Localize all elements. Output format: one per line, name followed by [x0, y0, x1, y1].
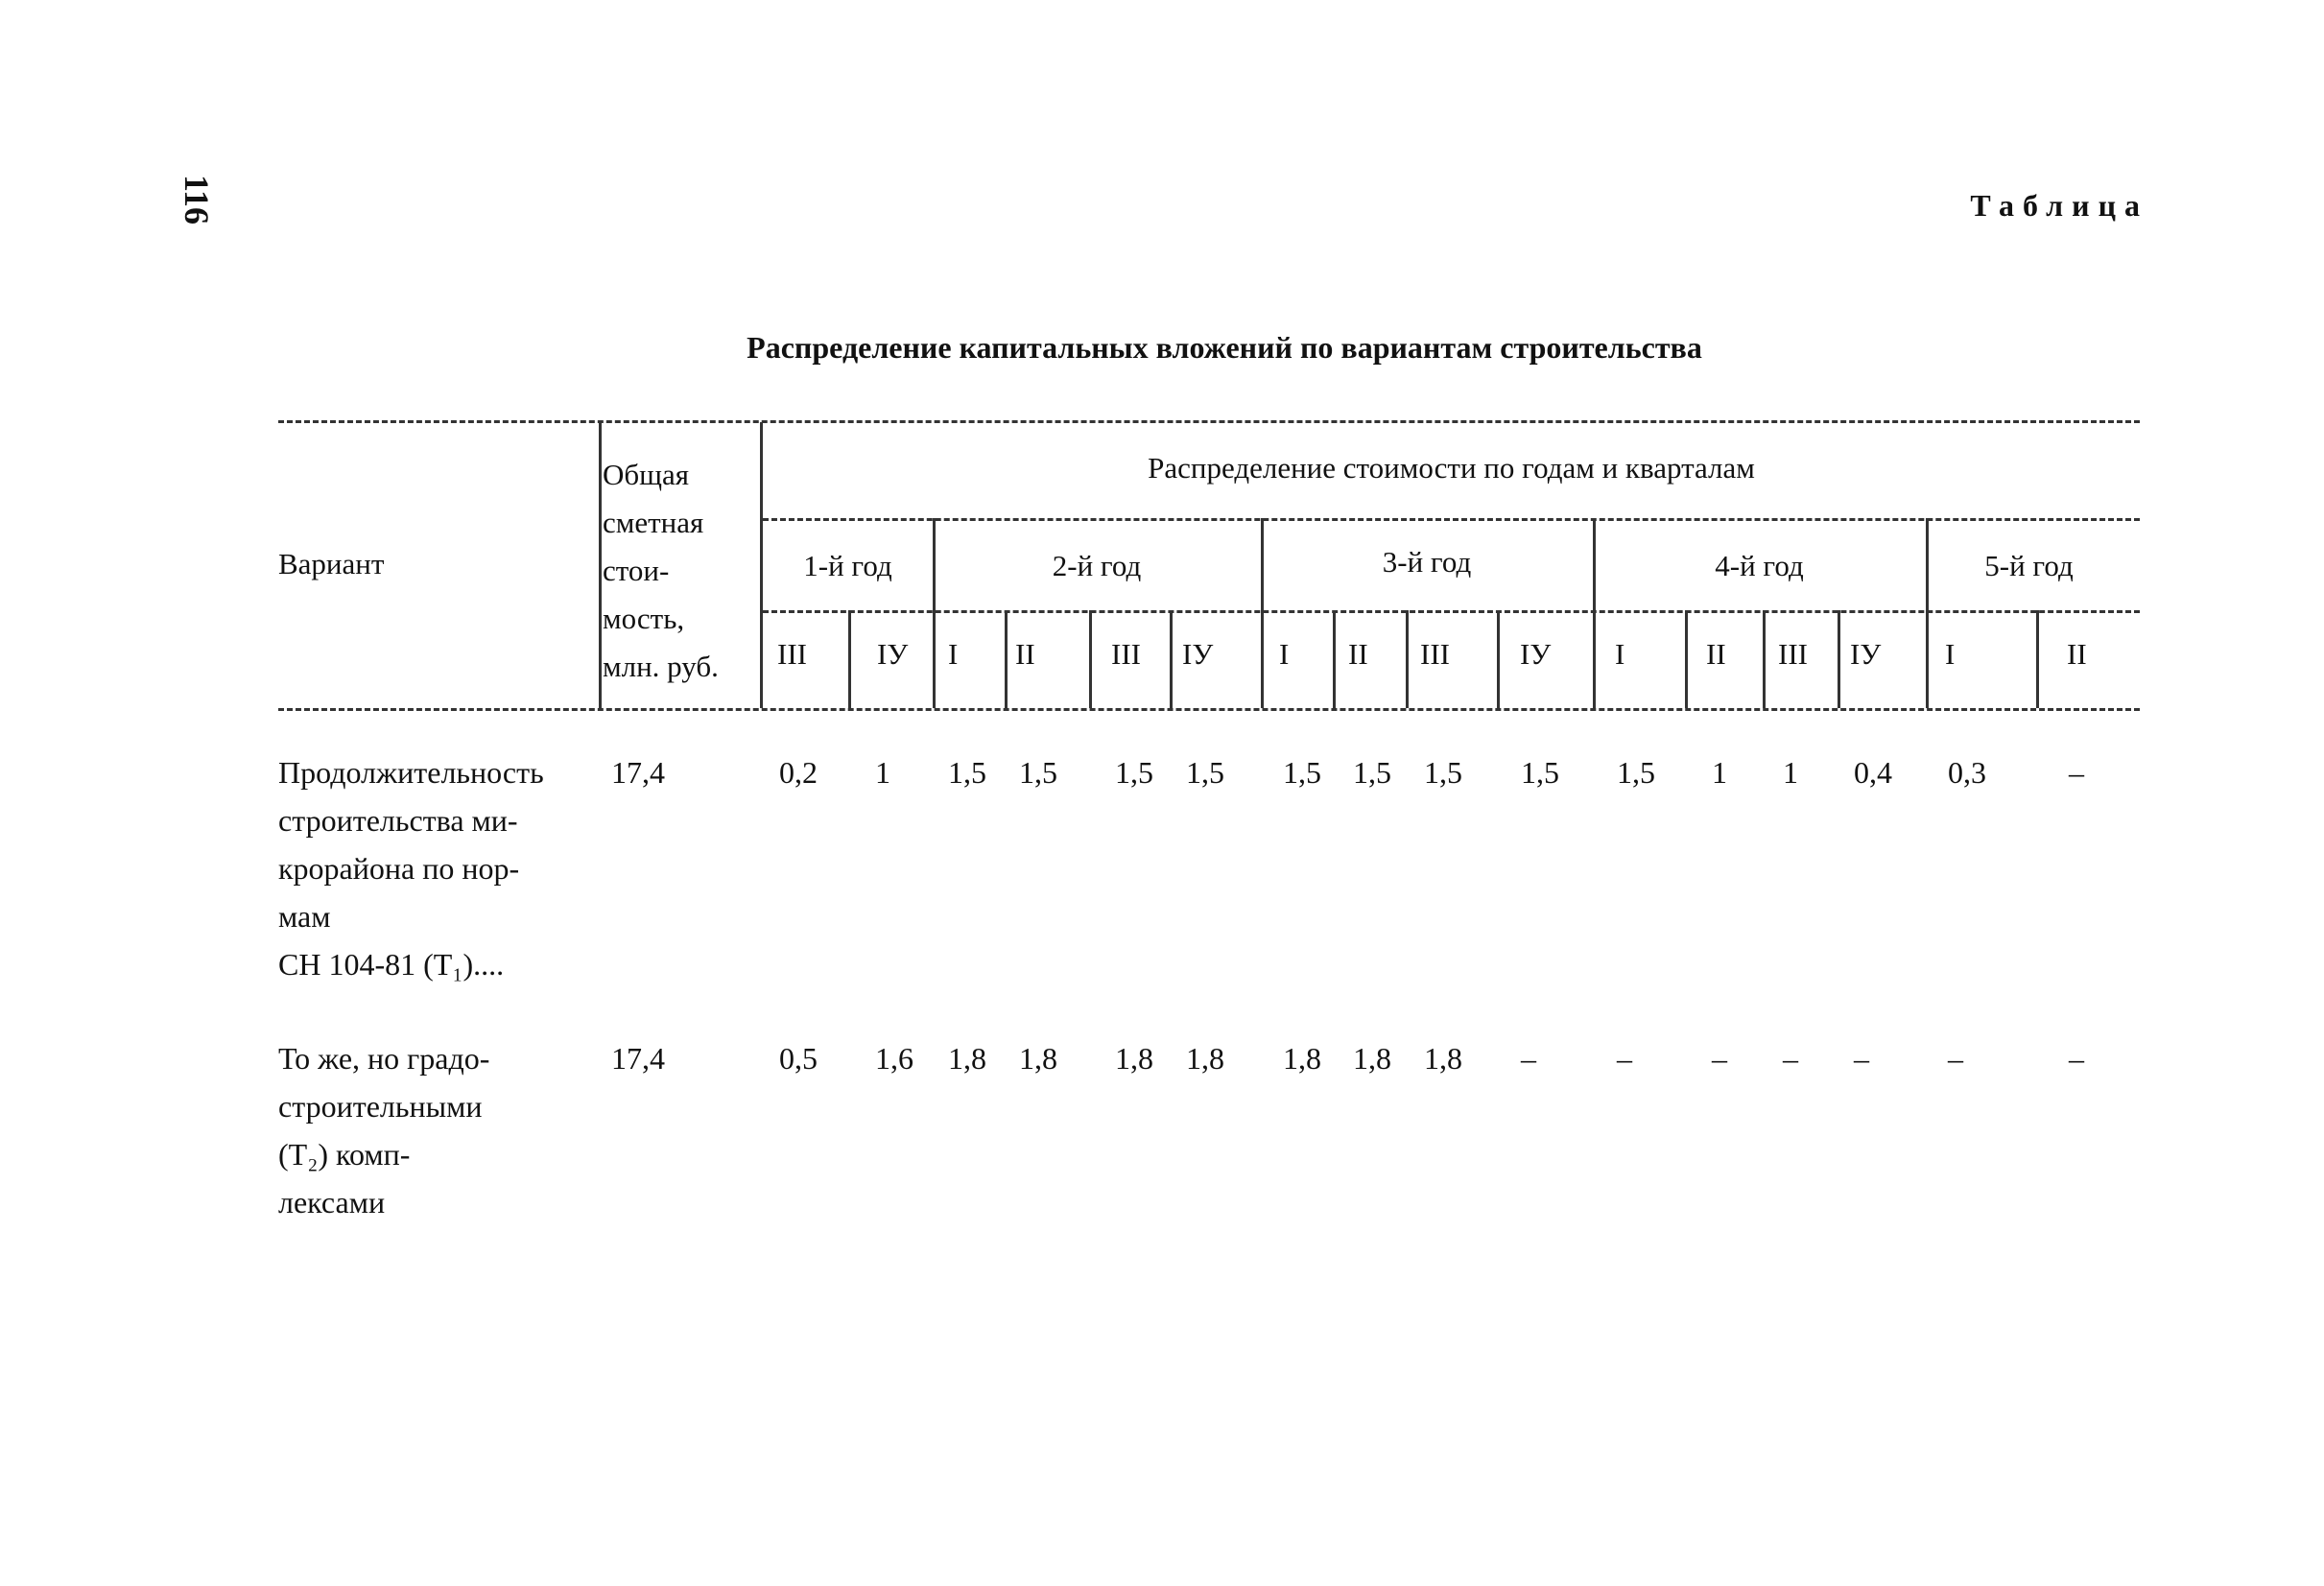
value-cell: 1,5 — [1283, 755, 1321, 790]
value-cell: 0,5 — [779, 1041, 818, 1076]
header-divider — [2036, 610, 2039, 708]
header-divider — [1685, 610, 1688, 708]
value-cell: – — [1783, 1041, 1798, 1076]
header-quarter: III — [1111, 637, 1141, 671]
header-quarter: II — [2067, 637, 2087, 671]
header-total-cost-line: млн. руб. — [603, 650, 719, 683]
header-quarter: I — [1945, 637, 1956, 671]
value-cell: 1,8 — [1283, 1041, 1321, 1076]
header-divider — [1838, 610, 1840, 708]
value-cell: 1 — [875, 755, 890, 790]
value-cell: 1,5 — [1019, 755, 1057, 790]
header-distribution: Распределение стоимости по годам и кварталам — [1148, 451, 1755, 485]
header-quarter: IУ — [877, 637, 909, 671]
value-cell: 1,5 — [1115, 755, 1153, 790]
value-cell: – — [2069, 755, 2084, 790]
header-divider — [1089, 610, 1092, 708]
table-title: Распределение капитальных вложений по вариантам строительства — [747, 330, 1702, 365]
header-quarter: II — [1015, 637, 1035, 671]
header-total-cost — [603, 451, 766, 691]
value-cell: 1 — [1783, 755, 1798, 790]
header-year: 1-й год — [803, 549, 892, 582]
total-cost-cell: 17,4 — [611, 755, 665, 790]
value-cell: 0,4 — [1854, 755, 1892, 790]
value-cell: 1,5 — [1353, 755, 1391, 790]
value-cell: 1,6 — [875, 1041, 913, 1076]
value-cell: – — [2069, 1041, 2084, 1076]
value-cell: – — [1712, 1041, 1727, 1076]
header-divider — [1170, 610, 1173, 708]
value-cell: 1,8 — [1353, 1041, 1391, 1076]
value-cell: 1,8 — [1424, 1041, 1462, 1076]
header-divider — [1497, 610, 1500, 708]
header-total-cost-line: сметная — [603, 506, 704, 539]
header-quarter: I — [1279, 637, 1290, 671]
header-quarter: I — [1615, 637, 1625, 671]
header-quarter: IУ — [1182, 637, 1214, 671]
header-divider — [599, 422, 602, 708]
total-cost-cell: 17,4 — [611, 1041, 665, 1076]
value-cell: 1,5 — [1521, 755, 1559, 790]
header-quarter: IУ — [1520, 637, 1552, 671]
table-label: Таблица — [1970, 188, 2148, 223]
header-bottom-rule — [278, 708, 2140, 711]
header-divider — [848, 610, 851, 708]
header-divider — [1406, 610, 1409, 708]
value-cell: 1 — [1712, 755, 1727, 790]
value-cell: 0,2 — [779, 755, 818, 790]
header-quarter: II — [1348, 637, 1368, 671]
header-divider — [1005, 610, 1008, 708]
value-cell: 1,8 — [1115, 1041, 1153, 1076]
header-quarter: IУ — [1850, 637, 1882, 671]
value-cell: 1,5 — [948, 755, 986, 790]
header-quarter: III — [1778, 637, 1808, 671]
header-quarter: II — [1706, 637, 1726, 671]
header-variant: Вариант — [278, 547, 385, 580]
header-year: 2-й год — [1052, 549, 1142, 582]
variant-label: Продолжительность строительства ми- крорайона по нор- мам СН 104-81 (Т₁).... — [278, 755, 544, 982]
value-cell: 1,5 — [1186, 755, 1224, 790]
header-year: 3-й год — [1382, 545, 1472, 579]
value-cell: 1,8 — [1186, 1041, 1224, 1076]
value-cell: – — [1948, 1041, 1963, 1076]
header-year: 4-й год — [1715, 549, 1804, 582]
header-quarter: III — [1420, 637, 1450, 671]
header-divider — [1333, 610, 1336, 708]
quarters-rule — [763, 610, 2140, 613]
value-cell: – — [1854, 1041, 1869, 1076]
page-number: 116 — [178, 174, 216, 225]
value-cell: 1,8 — [1019, 1041, 1057, 1076]
header-total-cost-line: стои- — [603, 554, 670, 587]
header-total-cost-line: Общая — [603, 458, 690, 491]
value-cell: 0,3 — [1948, 755, 1986, 790]
table-top-rule — [278, 420, 2140, 423]
years-rule — [763, 518, 2140, 521]
header-quarter: I — [948, 637, 959, 671]
header-divider — [1763, 610, 1766, 708]
value-cell: – — [1521, 1041, 1536, 1076]
value-cell: 1,8 — [948, 1041, 986, 1076]
header-year: 5-й год — [1984, 549, 2074, 582]
header-quarter: III — [777, 637, 807, 671]
value-cell: – — [1617, 1041, 1632, 1076]
header-total-cost-line: мость, — [603, 602, 685, 635]
variant-label: То же, но градо- строительными (Т₂) комп- лексами — [278, 1041, 490, 1219]
value-cell: 1,5 — [1617, 755, 1655, 790]
value-cell: 1,5 — [1424, 755, 1462, 790]
